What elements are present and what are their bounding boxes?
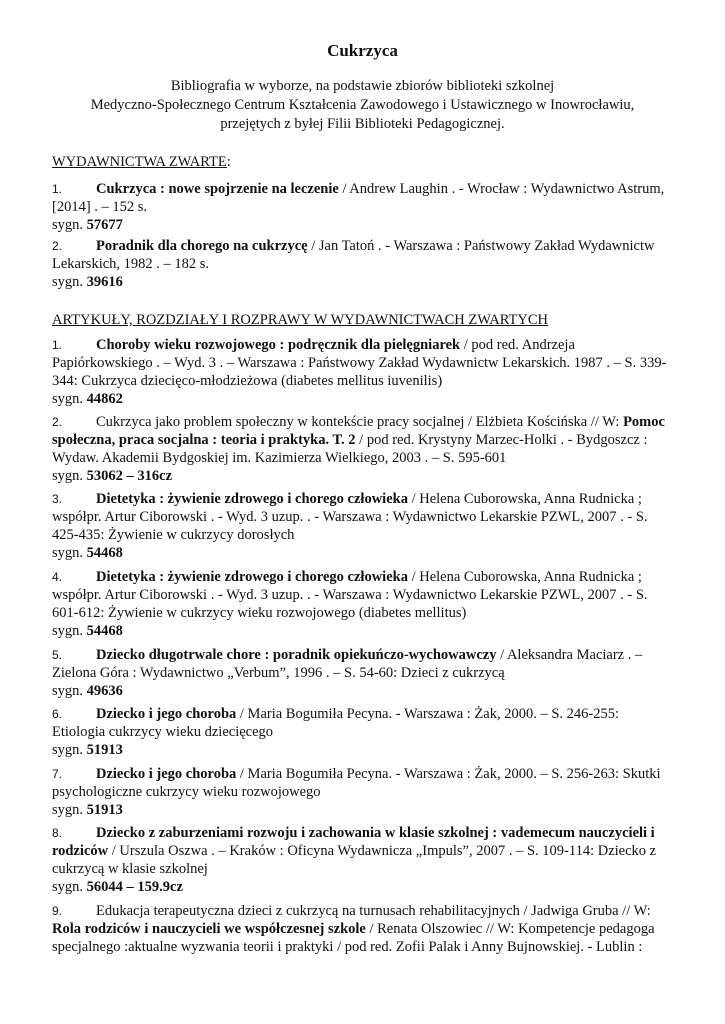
entry-text: / Maria Bogumiła Pecyna. - Warszawa : Żak, 2000. – S. 256-263: Skutki [236,766,661,782]
entry-text: / pod red. Krystyny Marzec-Holki . - Bydgoszcz : [355,432,648,448]
entry-number: 2. [52,239,63,253]
call-number-label: sygn. [52,468,87,484]
entry-text: / Jan Tatoń . - Warszawa : Państwowy Zakład Wydawnictw [307,238,655,254]
entry-text: Wydaw. Akademii Bydgoskiej im. Kazimierza Wielkiego, 2003 . – S. 595-601 [52,450,507,466]
call-number: 51913 [86,802,123,818]
document-subtitle [40,77,685,134]
call-number-label: sygn. [52,802,87,818]
entry-text: Lekarskich, 1982 . – 182 s. [52,256,210,272]
document-title: Cukrzyca [327,41,398,60]
bibliography-entry [52,413,673,485]
entry-text: cukrzycą w klasie szkolnej [52,861,208,877]
entry-text: 425-435: Żywienie w cukrzycy dorosłych [52,527,295,543]
call-number-label: sygn. [52,742,87,758]
entry-source-title: Rola rodziców i nauczycieli we współczesnej szkole [52,921,366,937]
entry-text: [2014] . – 152 s. [52,199,148,215]
entry-text: / pod red. Andrzeja [460,337,575,353]
bibliography-entry [52,705,673,759]
call-number-label: sygn. [52,217,87,233]
call-number: 54468 [86,623,123,639]
bibliography-entry [52,765,673,819]
entry-number: 4. [52,570,63,584]
entry-text: współpr. Artur Ciborowski . - Wyd. 3 uzup. . - Warszawa : Wydawnictwo Lekarskie PZWL, 2007 . - S. [52,587,648,603]
entry-number: 6. [52,707,63,721]
call-number-label: sygn. [52,274,87,290]
call-number-label: sygn. [52,391,87,407]
bibliography-entry [52,180,673,234]
entry-source-title: społeczna, praca socjalna : teoria i praktyka. T. 2 [52,432,356,448]
call-number-label: sygn. [52,683,87,699]
entry-number: 2. [52,415,63,429]
entry-text: / Renata Olszowiec // W: Kompetencje pedagoga [365,921,655,937]
entry-number: 3. [52,492,63,506]
entry-number: 1. [52,182,63,196]
entry-number: 7. [52,767,63,781]
entry-text: Edukacja terapeutyczna dzieci z cukrzycą na turnusach rehabilitacyjnych / Jadwiga Gruba // W: [96,903,651,919]
bibliography-entry [52,490,673,562]
entry-text: / Aleksandra Maciarz . – [496,647,643,663]
subtitle-line: Medyczno-Społecznego Centrum Kształcenia Zawodowego i Ustawicznego w Inowrocławiu, [90,97,635,113]
entry-text: 344: Cukrzyca dziecięco-młodzieżowa (diabetes mellitus iuvenilis) [52,373,443,389]
call-number-label: sygn. [52,623,87,639]
entry-source-title: Pomoc [623,414,665,430]
bibliography-entry [52,336,673,408]
entry-title: Dziecko długotrwale chore : poradnik opiekuńczo-wychowawczy [96,647,497,663]
section-heading-text: WYDAWNICTWA ZWARTE [52,154,227,170]
call-number: 49636 [86,683,123,699]
entry-number: 8. [52,826,63,840]
bibliography-entry [52,568,673,640]
entry-number: 9. [52,904,63,918]
entry-number: 5. [52,648,63,662]
bibliography-entry [52,824,673,896]
call-number: 56044 – 159.9cz [86,879,183,895]
entry-title: Choroby wieku rozwojowego : podręcznik dla pielęgniarek [96,337,461,353]
call-number: 54468 [86,545,123,561]
call-number: 44862 [86,391,123,407]
bibliography-entry [52,646,673,700]
entry-text: Papiórkowskiego . – Wyd. 3 . – Warszawa : Państwowy Zakład Wydawnictw Lekarskich. 1987 . – S. 339- [52,355,667,371]
call-number-label: sygn. [52,545,87,561]
entry-text: / Helena Cuborowska, Anna Rudnicka ; [407,569,642,585]
entry-title: Cukrzyca : nowe spojrzenie na leczenie [96,181,339,197]
section-heading-articles: ARTYKUŁY, ROZDZIAŁY I ROZPRAWY W WYDAWNICTWACH ZWARTYCH [52,312,549,328]
call-number-label: sygn. [52,879,87,895]
entry-number: 1. [52,338,63,352]
entry-text: współpr. Artur Ciborowski . - Wyd. 3 uzup. . - Warszawa : Wydawnictwo Lekarskie PZWL, 2007 . - S. [52,509,648,525]
call-number: 39616 [86,274,123,290]
entry-title: Dziecko i jego choroba [96,766,237,782]
entry-title: Dietetyka : żywienie zdrowego i chorego człowieka [96,569,408,585]
entry-text: / Helena Cuborowska, Anna Rudnicka ; [407,491,642,507]
entry-title: Dziecko i jego choroba [96,706,237,722]
bibliography-entry [52,902,673,956]
entry-title: rodziców [52,843,109,859]
entry-text: / Maria Bogumiła Pecyna. - Warszawa : Żak, 2000. – S. 246-255: [236,706,620,722]
section-heading-monographs [52,153,231,172]
entry-title: Dietetyka : żywienie zdrowego i chorego człowieka [96,491,408,507]
bibliography-entry [52,237,673,291]
entry-text: / Andrew Laughin . - Wrocław : Wydawnictwo Astrum, [338,181,665,197]
section-heading-colon: : [226,154,231,170]
entry-text: Zielona Góra : Wydawnictwo „Verbum”, 1996 . – S. 54-60: Dzieci z cukrzycą [52,665,505,681]
entry-text: specjalnego :aktualne wyzwania teorii i praktyki / pod red. Zofii Palak i Anny Bujnowskiej. - Lublin : [52,939,643,955]
subtitle-line: Bibliografia w wyborze, na podstawie zbiorów biblioteki szkolnej [170,78,555,94]
call-number: 57677 [86,217,123,233]
entry-text: 601-612: Żywienie w cukrzycy wieku rozwojowego (diabetes mellitus) [52,605,467,621]
call-number: 53062 – 316cz [86,468,173,484]
entry-title: Poradnik dla chorego na cukrzycę [96,238,308,254]
entry-title: Dziecko z zaburzeniami rozwoju i zachowania w klasie szkolnej : vademecum nauczycieli i [96,825,655,841]
entry-text: Cukrzyca jako problem społeczny w kontekście pracy socjalnej / Elżbieta Kościńska // W: [96,414,624,430]
subtitle-line: przejętych z byłej Filii Biblioteki Pedagogicznej. [220,116,505,132]
entry-text: Etiologia cukrzycy wieku dziecięcego [52,724,274,740]
entry-text: psychologiczne cukrzycy wieku rozwojowego [52,784,321,800]
entry-text: / Urszula Oszwa . – Kraków : Oficyna Wydawnicza „Impuls”, 2007 . – S. 109-114: Dziecko z [108,843,657,859]
call-number: 51913 [86,742,123,758]
